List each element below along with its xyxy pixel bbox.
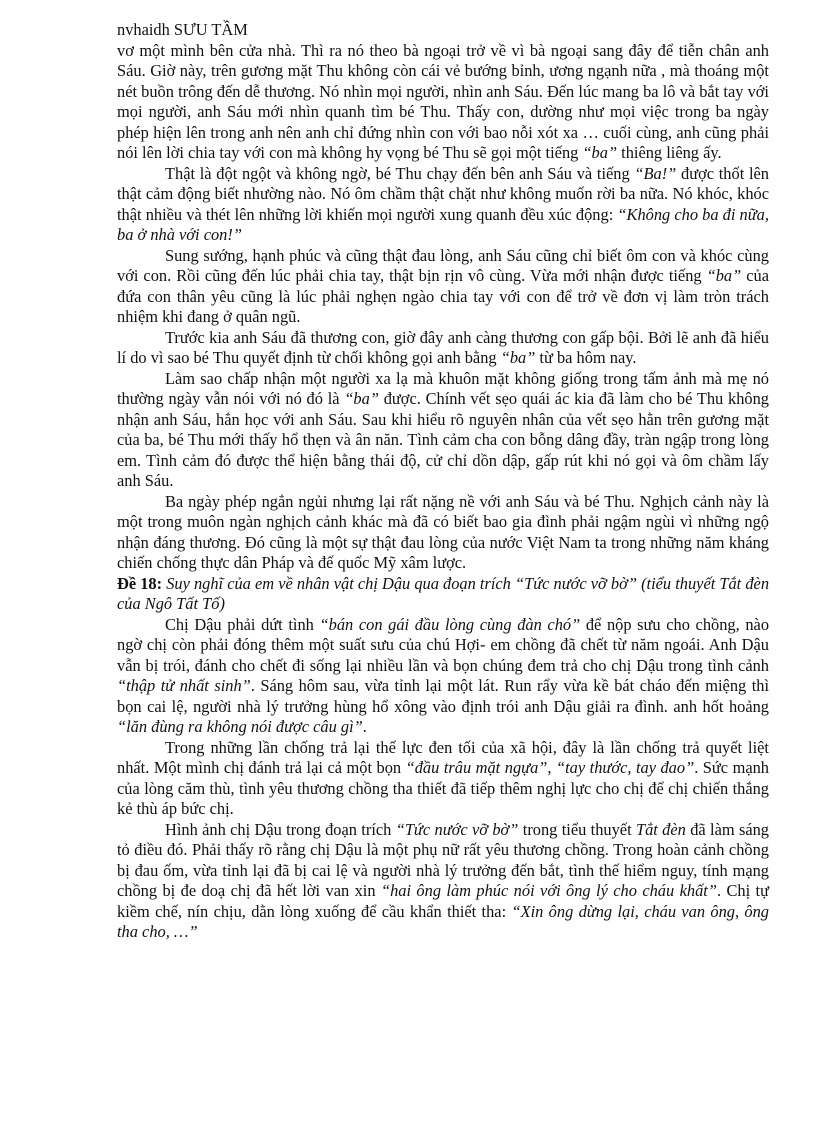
paragraph: [117, 369, 769, 492]
italic-run: “thập tử nhất sinh”: [117, 676, 251, 695]
paragraph: [117, 246, 769, 328]
paragraph: [117, 492, 769, 574]
exercise-heading: [117, 574, 769, 615]
text-run: Ba ngày phép ngắn ngủi nhưng lại rất nặng nề với anh Sáu và bé Thu. Nghịch cảnh này là một trong muôn ngàn nghịch cảnh khác mà đã có biết bao gia đình phải ngậm ngùi vì những ngộ nhận đáng thương. Đó cũng là một sự thật đau lòng của nước Việt Nam ta trong những năm kháng chiến chống thực dân Pháp và đế quốc Mỹ xâm lược.: [117, 491, 769, 572]
italic-run: “bán con gái đầu lòng cùng đàn chó”: [319, 614, 581, 634]
text-run: để nộp sưu cho chồng, nào ngờ chị còn phải đóng thêm một suất sưu của chú Hợi- em chồng đã chết từ năm ngoái. Anh Dậu vẫn bị trói, đánh cho chết đi sống lại nhiều lần và bọn chúng đem trả cho chị Dậu trong tình cảnh: [117, 614, 770, 675]
text-run: trong tiểu thuyết: [518, 819, 636, 839]
paragraph: [117, 41, 769, 164]
text-run: thiêng liêng ấy.: [617, 143, 722, 162]
bold-run: Đề 18:: [117, 573, 167, 593]
text-run: .: [362, 717, 367, 736]
text-run: đã làm sáng tỏ điều đó. Phải thấy rõ rằng chị Dậu là một phụ nữ rất yêu thương chồng. Trong hoàn cảnh chồng bị đau ốm, vừa tỉnh lại đã bị cai lệ và người nhà lý trưởng đến bắt, tình thế hiểm nguy, tính mạng chồng bị đe doạ chị đã hết lời van xin: [117, 819, 769, 900]
italic-run: “đầu trâu mặt ngựa”, “tay thước, tay đao”: [405, 758, 695, 777]
page-header: nvhaidh SƯU TẦM: [117, 20, 248, 39]
paragraph: [117, 164, 769, 246]
text-run: từ ba hôm nay.: [535, 348, 637, 367]
italic-run: “Ba!”: [634, 163, 677, 183]
italic-run: “Không cho ba đi nữa, ba ở nhà với con!”: [117, 204, 769, 244]
italic-run: “lăn đùng ra không nói được câu gì”: [117, 717, 363, 736]
italic-run: Tắt đèn: [635, 819, 686, 839]
text-run: Thật là đột ngột và không ngờ, bé Thu chạy đến bên anh Sáu và tiếng: [165, 163, 635, 183]
text-run: của đứa con thân yêu cũng là lúc phải nghẹn ngào chia tay với con để trở về đơn vị làm tròn trách nhiệm khi đang ở quân ngũ.: [117, 266, 770, 326]
paragraph: [117, 820, 769, 943]
text-run: . Chị tự kiềm chế, nín chịu, dằn lòng xuống để cầu khẩn thiết tha:: [117, 881, 769, 921]
text-run: Làm sao chấp nhận một người xa lạ mà khuôn mặt không giống trong tấm ảnh mà mẹ nó thường ngày vẫn nói với nó đó là: [117, 368, 769, 408]
text-run: . Sức mạnh của lòng căm thù, tình yêu thương chồng tha thiết đã tiếp thêm nghị lực cho chị để chị chiến thắng kẻ thù áp bức chị.: [117, 758, 770, 818]
italic-run: “ba”: [500, 348, 536, 367]
text-run: Hình ảnh chị Dậu trong đoạn trích: [165, 819, 396, 839]
italic-run: “ba”: [344, 389, 379, 408]
text-run: được. Chính vết sẹo quái ác kia đã làm cho bé Thu không nhận anh Sáu, hắn học với anh Sáu. Sau khi hiểu rõ nguyên nhân của vết sẹo hằn trên gương mặt của ba, bé Thu mới thấy hổ thẹn và ân năn. Tình cảm cha con bỗng dâng đầy, tràn ngập trong lòng em. Tình cảm đó được thể hiện bằng thái độ, cử chỉ dồn dập, gấp rút khi nó gọi và ôm chầm lấy anh Sáu.: [117, 389, 769, 490]
text-run: vơ một mình bên cửa nhà. Thì ra nó theo bà ngoại trở về vì bà ngoại sang đây để tiễn chân anh Sáu. Giờ này, trên gương mặt Thu không còn cái vẻ bướng bỉnh, ương ngạnh nữa , mà thoáng một nét buồn trông đến dễ thương. Nó nhìn mọi người, nhìn anh Sáu. Đến lúc mang ba lô và bắt tay với mọi người, anh Sáu mới nhìn quanh tìm bé Thu. Thấy con, dường như mọi việc trong ba ngày phép hiện lên trong anh nên anh chỉ đứng nhìn con với bao nỗi xót xa … cuối cùng, anh cũng phải nói lên lời chia tay với con mà không hy vọng bé Thu sẽ gọi một tiếng: [117, 40, 769, 162]
italic-run: “Tức nước vỡ bờ”: [395, 819, 519, 839]
italic-run: Suy nghĩ của em về nhân vật chị Dậu qua đoạn trích “Tức nước vỡ bờ” (tiểu thuyết Tắt đèn của Ngô Tất Tố): [117, 573, 770, 613]
italic-run: “ba”: [706, 266, 742, 285]
text-run: . Sáng hôm sau, vừa tỉnh lại một lát. Run rẩy vừa kề bát cháo đến miệng thì bọn cai lệ, người nhà lý trưởng hùng hổ xông vào định trói anh Dậu giải ra đình. anh hốt hoảng: [117, 676, 769, 716]
paragraph: [117, 738, 769, 820]
paragraph: [117, 328, 769, 369]
text-run: Trước kia anh Sáu đã thương con, giờ đây anh càng thương con gấp bội. Bởi lẽ anh đã hiểu lí do vì sao bé Thu quyết định từ chối không gọi anh bằng: [117, 327, 769, 367]
document-body: [117, 41, 769, 943]
paragraph: [117, 615, 769, 738]
text-run: Chị Dậu phải dứt tình: [165, 614, 320, 634]
document-page: [117, 20, 769, 943]
italic-run: “ba”: [582, 143, 618, 162]
italic-run: “hai ông làm phúc nói với ông lý cho cháu khất”: [380, 881, 717, 900]
text-run: Trong những lần chống trả lại thế lực đen tối của xã hội, đây là lần chống trả quyết liệt nhất. Một mình chị đánh trả lại cả một bọn: [117, 737, 769, 777]
italic-run: “Xin ông dừng lại, cháu van ông, ông tha cho, …”: [117, 901, 769, 941]
text-run: được thốt lên thật cảm động biết nhường nào. Nó ôm chầm thật chặt như không muốn rời ba nữa. Nó khóc, khóc thật nhiều và thét lên những lời khiến mọi người xung quanh đều xúc động:: [117, 163, 769, 224]
text-run: Sung sướng, hạnh phúc và cũng thật đau lòng, anh Sáu cũng chỉ biết ôm con và khóc cùng với con. Rồi cũng đến lúc phải chia tay, thật bịn rịn vô cùng. Vừa mới nhận được tiếng: [117, 245, 769, 285]
